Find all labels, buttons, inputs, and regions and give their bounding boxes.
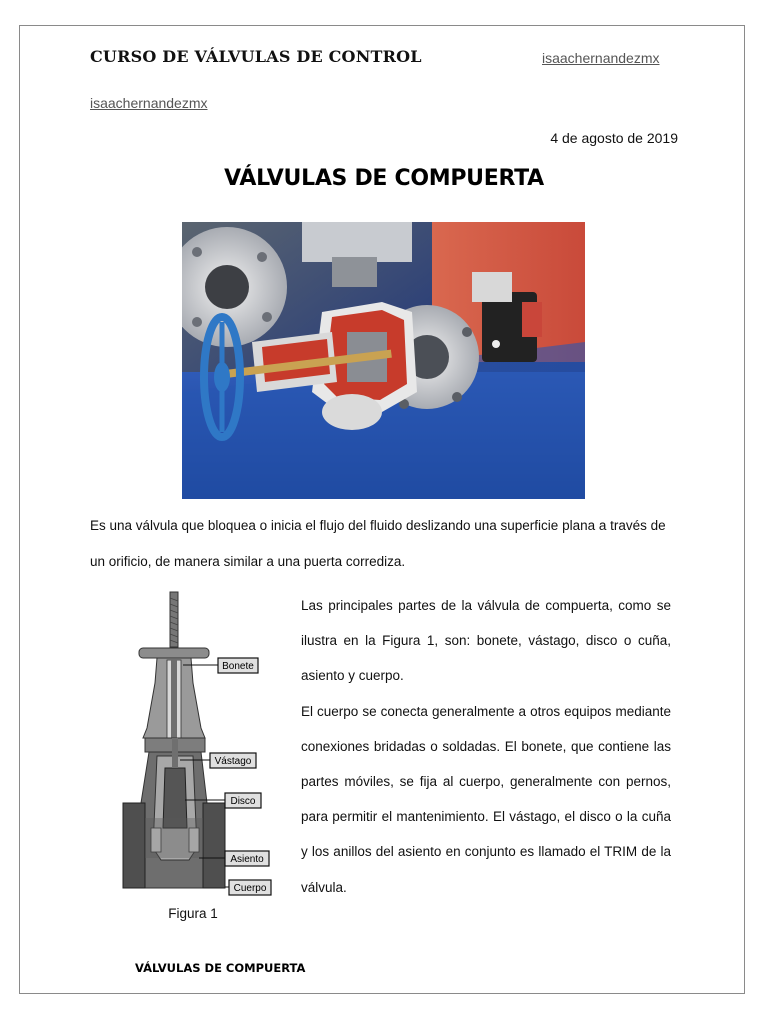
label-disco: Disco (230, 796, 256, 807)
parts-description (301, 588, 671, 905)
gate-valve-photo (182, 222, 585, 499)
label-asiento: Asiento (230, 854, 264, 865)
page-title: VÁLVULAS DE COMPUERTA (224, 166, 544, 191)
label-cuerpo: Cuerpo (233, 883, 267, 894)
author-link-second[interactable]: isaachernandezmx (90, 95, 208, 111)
label-bonete: Bonete (222, 661, 254, 672)
figure-caption: Figura 1 (168, 906, 218, 921)
gate-valve-diagram (115, 588, 285, 908)
document-date: 4 de agosto de 2019 (550, 130, 678, 146)
author-link-top[interactable]: isaachernandezmx (542, 50, 660, 66)
parts-paragraph: Las principales partes de la válvula de compuerta, como se ilustra en la Figura 1, son: bonete, vástago, disco o cuña, asiento y cuerpo. (301, 598, 671, 684)
intro-paragraph: Es una válvula que bloquea o inicia el flujo del fluido deslizando una superficie plana a través de un orificio, de manera similar a una puerta corrediza. (90, 518, 666, 569)
label-vastago: Vástago (214, 756, 252, 767)
connection-paragraph: El cuerpo se conecta generalmente a otros equipos mediante conexiones bridadas o soldadas. El bonete, que contiene las partes móviles, se fija al cuerpo, generalmente con pernos, para permitir el mantenimiento. El vástago, el disco o la cuña y los anillos del asiento en conjunto es llamado el TRIM de la válvula. (301, 703, 671, 895)
course-title: CURSO DE VÁLVULAS DE CONTROL (90, 47, 422, 66)
footer-title: VÁLVULAS DE COMPUERTA (135, 961, 306, 975)
